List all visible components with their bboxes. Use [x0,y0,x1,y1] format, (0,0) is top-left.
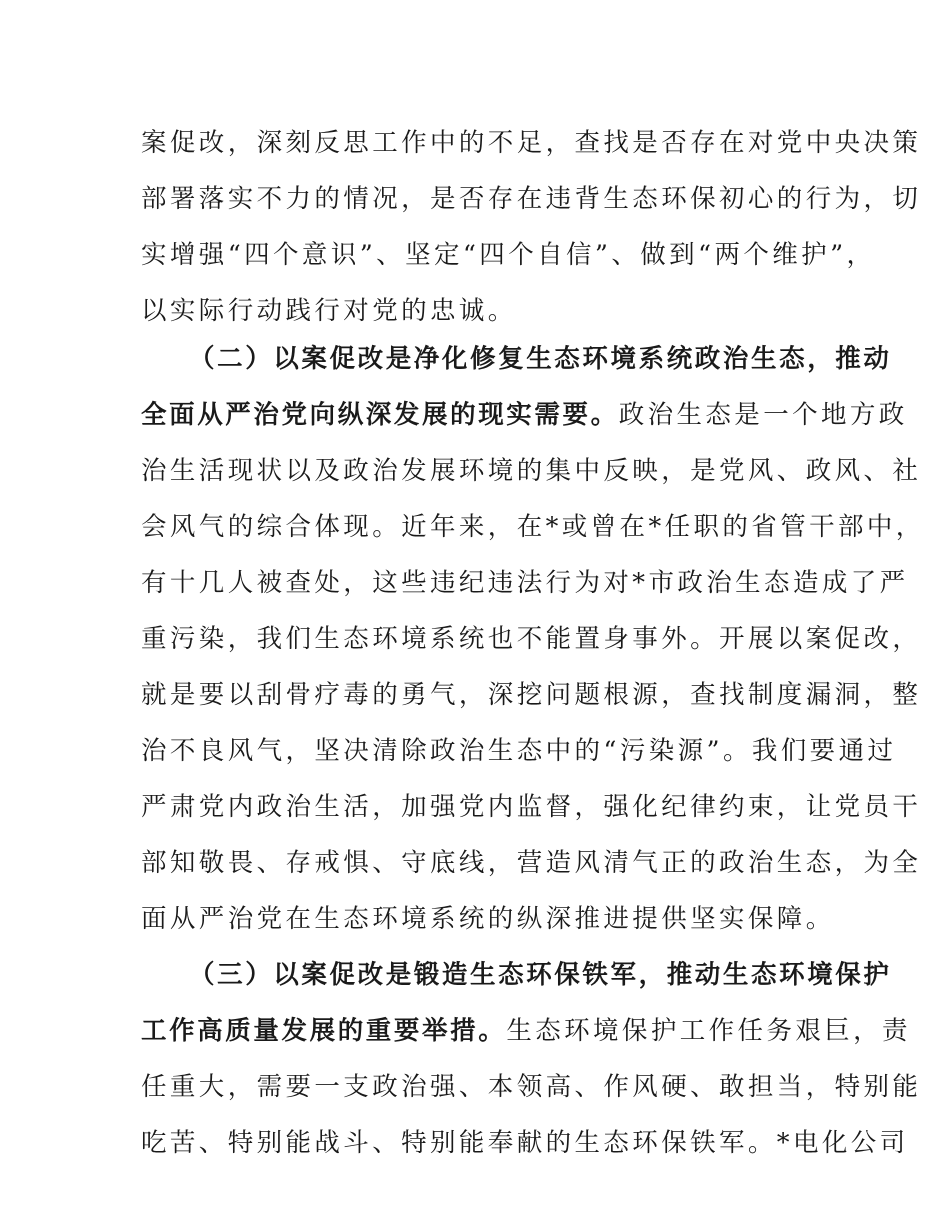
paragraph-1-line-3: 实增强“四个意识”、坚定“四个自信”、做到“两个维护”， [141,240,876,270]
paragraph-1-line-1: 案促改，深刻反思工作中的不足，查找是否存在对党中央决策 [141,128,922,158]
paragraph-2-line-3: 治生活现状以及政治发展环境的集中反映，是党风、政风、社 [141,456,922,486]
paragraph-3-line-2-text: 生态环境保护工作任务艰巨，责 [506,1016,911,1046]
paragraph-2-line-11: 面从严治党在生态环境系统的纵深推进提供坚实保障。 [141,904,835,934]
paragraph-2-line-4: 会风气的综合体现。近年来，在*或曾在*任职的省管干部中， [141,512,925,542]
paragraph-2-line-5: 有十几人被查处，这些违纪违法行为对*市政治生态造成了严 [141,568,909,598]
paragraph-2-line-2-text: 政治生态是一个地方政 [618,400,908,430]
paragraph-3-heading-line-1: （三）以案促改是锻造生态环保铁军，推动生态环境保护 [189,960,892,990]
paragraph-3-line-3: 任重大，需要一支政治强、本领高、作风硬、敢担当，特别能 [141,1072,922,1102]
paragraph-1-line-2: 部署落实不力的情况，是否存在违背生态环保初心的行为，切 [141,184,922,214]
paragraph-3-heading-line-2: 工作高质量发展的重要举措。 [141,1016,507,1046]
paragraph-2-line-9: 严肃党内政治生活，加强党内监督，强化纪律约束，让党员干 [141,792,922,822]
paragraph-3-line-4: 吃苦、特别能战斗、特别能奉献的生态环保铁军。*电化公司 [141,1128,909,1158]
paragraph-2-heading-line-2: 全面从严治党向纵深发展的现实需要。 [141,400,619,430]
paragraph-2-line-10: 部知敬畏、存戒惧、守底线，营造风清气正的政治生态，为全 [141,848,922,878]
paragraph-2-line-2 [141,397,908,433]
paragraph-3-line-2 [141,1013,911,1049]
paragraph-2-line-7: 就是要以刮骨疗毒的勇气，深挖问题根源，查找制度漏洞，整 [141,680,922,710]
paragraph-2-line-8: 治不良风气，坚决清除政治生态中的“污染源”。我们要通过 [141,736,897,766]
paragraph-2-line-6: 重污染，我们生态环境系统也不能置身事外。开展以案促改， [141,624,922,654]
paragraph-2-heading-line-1: （二）以案促改是净化修复生态环境系统政治生态，推动 [189,344,892,374]
paragraph-1-line-4: 以实际行动践行对党的忠诚。 [141,296,517,326]
